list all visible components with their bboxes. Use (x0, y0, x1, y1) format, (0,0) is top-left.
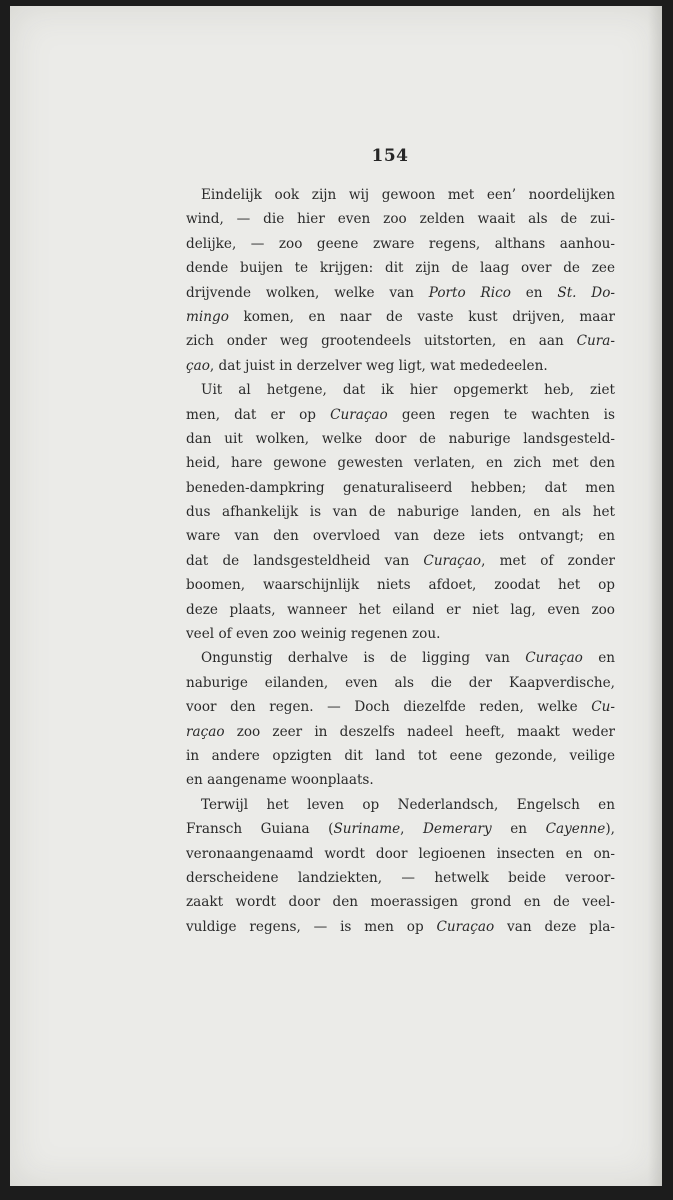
text-segment: zoo zeer in deszelfs nadeel heeft, maakt weder (224, 723, 615, 740)
italic-text: Suriname (333, 821, 401, 838)
text-segment: deze plaats, wanneer het eiland er niet lag, even zoo (186, 601, 615, 618)
text-segment: zich onder weg grootendeels uitstorten, en aan (186, 333, 577, 350)
text-line (186, 207, 615, 231)
text-segment: veronaangenaamd wordt door legioenen insecten en on- (186, 845, 615, 862)
text-line (186, 622, 615, 646)
text-line (186, 232, 615, 256)
text-line (186, 476, 615, 500)
text-line (186, 842, 615, 866)
text-segment: dus afhankelijk is van de naburige landen, en als het (186, 504, 615, 521)
text-line (186, 378, 615, 402)
text-segment: en (510, 284, 558, 301)
italic-text: Cura- (576, 333, 615, 350)
italic-text: Cayenne (545, 821, 606, 838)
text-segment: drijvende wolken, welke van (186, 284, 429, 301)
text-segment: komen, en naar de vaste kust drijven, maar (228, 308, 615, 325)
text-segment: dan uit wolken, welke door de naburige landsgesteld- (186, 430, 615, 447)
italic-text: Curaçao (436, 918, 495, 935)
text-line (186, 768, 615, 792)
text-line (186, 354, 615, 378)
text-line (186, 817, 615, 841)
italic-text: Curaçao (525, 650, 583, 667)
text-segment: Terwijl het leven op Nederlandsch, Engelsch en (201, 796, 615, 813)
text-line (186, 598, 615, 622)
text-segment: geen regen te wachten is (387, 406, 615, 423)
text-segment: , (400, 821, 424, 838)
text-segment: dat de landsgesteldheid van (186, 552, 424, 569)
text-segment: men, dat er op (186, 406, 331, 423)
text-segment: veel of even zoo weinig regenen zou. (186, 626, 441, 643)
page-number: 154 (371, 146, 409, 166)
italic-text: Demerary (423, 821, 492, 838)
text-segment: Ongunstig derhalve is de ligging van (201, 650, 526, 667)
text-segment: delijke, — zoo geene zware regens, althans aanhou- (186, 235, 615, 252)
text-line (186, 695, 615, 719)
text-segment: , met of zonder (481, 552, 615, 569)
text-segment: naburige eilanden, even als die der Kaapverdische, (186, 674, 615, 691)
text-line (186, 671, 615, 695)
italic-text: raçao (186, 723, 225, 740)
text-line (186, 720, 615, 744)
text-line (186, 915, 615, 939)
text-line (186, 524, 615, 548)
text-segment: voor den regen. — Doch diezelfde reden, welke (186, 699, 592, 716)
text-segment: , dat juist in derzelver weg ligt, wat mededeelen. (209, 357, 548, 374)
italic-text: çao (186, 357, 210, 374)
italic-text: Curaçao (423, 552, 482, 569)
text-segment: boomen, waarschijnlijk niets afdoet, zoodat het op (186, 577, 615, 594)
text-segment: wind, — die hier even zoo zelden waait als de zui- (186, 211, 615, 228)
text-segment: vuldige regens, — is men op (186, 918, 437, 935)
text-segment: en (491, 821, 546, 838)
text-segment: en (582, 650, 615, 667)
text-line (186, 744, 615, 768)
text-line (186, 427, 615, 451)
text-segment: ), (605, 821, 615, 838)
text-segment: zaakt wordt door den moerassigen grond en de veel- (186, 894, 615, 911)
text-segment: beneden-dampkring genaturaliseerd hebben; dat men (186, 479, 615, 496)
text-segment: in andere opzigten dit land tot eene gezonde, veilige (186, 747, 615, 764)
text-line (186, 329, 615, 353)
text-line (186, 573, 615, 597)
page-edge-shadow (648, 6, 662, 1186)
text-line (186, 793, 615, 817)
text-segment: van deze pla- (494, 918, 615, 935)
text-line (186, 549, 615, 573)
text-segment: ware van den overvloed van deze iets ontvangt; en (186, 528, 615, 545)
text-segment: Fransch Guiana ( (186, 821, 334, 838)
italic-text: Cu- (591, 699, 615, 716)
text-line (186, 451, 615, 475)
text-line (186, 403, 615, 427)
italic-text: Curaçao (330, 406, 388, 423)
body-text (186, 183, 615, 939)
text-line (186, 305, 615, 329)
text-line (186, 500, 615, 524)
italic-text: Porto Rico (428, 284, 511, 301)
text-segment: en aangename woonplaats. (186, 772, 374, 789)
text-line (186, 256, 615, 280)
text-segment: derscheidene landziekten, — hetwelk beide veroor- (186, 869, 615, 886)
text-segment: Uit al hetgene, dat ik hier opgemerkt heb, ziet (201, 382, 615, 399)
text-line (186, 183, 615, 207)
text-line (186, 646, 615, 670)
text-segment: Eindelijk ook zijn wij gewoon met een’ noordelijken (201, 187, 615, 203)
text-line (186, 890, 615, 914)
text-line (186, 281, 615, 305)
text-segment: heid, hare gewone gewesten verlaten, en zich met den (186, 455, 615, 472)
italic-text: mingo (186, 308, 229, 325)
italic-text: St. Do- (557, 284, 615, 301)
text-line (186, 866, 615, 890)
text-segment: dende buijen te krijgen: dit zijn de laag over de zee (186, 260, 615, 277)
